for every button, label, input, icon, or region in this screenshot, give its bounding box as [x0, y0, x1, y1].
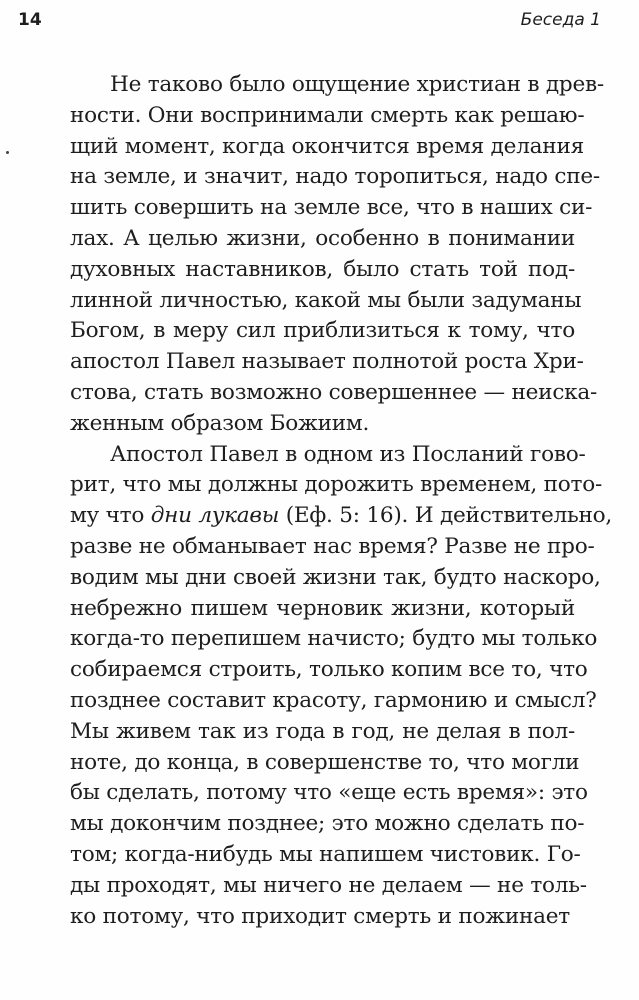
text-line: ды проходят, мы ничего не делаем — не толь-: [70, 872, 587, 898]
text-run: (Еф. 5: 16). И действительно,: [279, 503, 612, 529]
text-line: собираемся строить, только копим все то, что: [70, 657, 588, 683]
text-line: рит, что мы должны дорожить временем, пото-: [70, 472, 603, 498]
margin-speck: [6, 151, 9, 154]
text-line: на земле, и значит, надо торопиться, надо спе-: [70, 164, 600, 190]
text-line: Богом, в меру сил приблизиться к тому, что: [70, 318, 575, 344]
text-line: бы сделать, потому что «еще есть время»: это: [70, 780, 588, 806]
text-line: апостол Павел называет полнотой роста Хри-: [70, 349, 584, 375]
text-line: ности. Они воспринимали смерть как решаю-: [70, 102, 585, 128]
text-line: лах. А целью жизни, особенно в понимании: [70, 225, 575, 251]
text-line: водим мы дни своей жизни так, будто наскоро,: [70, 564, 601, 590]
text-line: небрежно пишем черновик жизни, который: [70, 595, 575, 621]
text-line: когда-то перепишем начисто; будто мы только: [70, 626, 598, 652]
text-line: щий момент, когда окончится время делания: [70, 133, 584, 159]
text-line: Не таково было ощущение христиан в древ-: [110, 72, 604, 97]
paragraph: [70, 70, 604, 440]
text-line: том; когда-нибудь мы напишем чистовик. Го-: [70, 841, 581, 867]
italic-quote: дни лукавы: [150, 503, 280, 529]
text-run: му что: [70, 503, 151, 529]
page-number: 14: [18, 10, 42, 30]
text-line: позднее составит красоту, гармонию и смысл?: [70, 687, 597, 713]
text-line: ноте, до конца, в совершенстве то, что могли: [70, 749, 580, 775]
text-line: шить совершить на земле все, что в наших си-: [70, 195, 593, 221]
text-line: женным образом Божиим.: [70, 410, 370, 436]
text-line: мы докончим позднее; это можно сделать по-: [70, 811, 585, 837]
body-text: [70, 70, 612, 932]
page-header: [18, 6, 601, 36]
text-line: [70, 501, 612, 532]
text-line: Мы живем так из года в год, не делая в пол-: [70, 718, 575, 744]
text-line: Апостол Павел в одном из Посланий гово-: [110, 441, 586, 467]
running-head: Беседа 1: [520, 10, 601, 30]
text-line: духовных наставников, было стать той под-: [70, 256, 575, 282]
text-line: стова, стать возможно совершеннее — неиска-: [70, 379, 598, 405]
text-line: разве не обманывает нас время? Разве не про-: [70, 533, 595, 559]
text-line: линной личностью, какой мы были задуманы: [70, 287, 582, 313]
paragraph: [70, 440, 612, 933]
text-line: ко потому, что приходит смерть и пожинает: [70, 903, 571, 929]
